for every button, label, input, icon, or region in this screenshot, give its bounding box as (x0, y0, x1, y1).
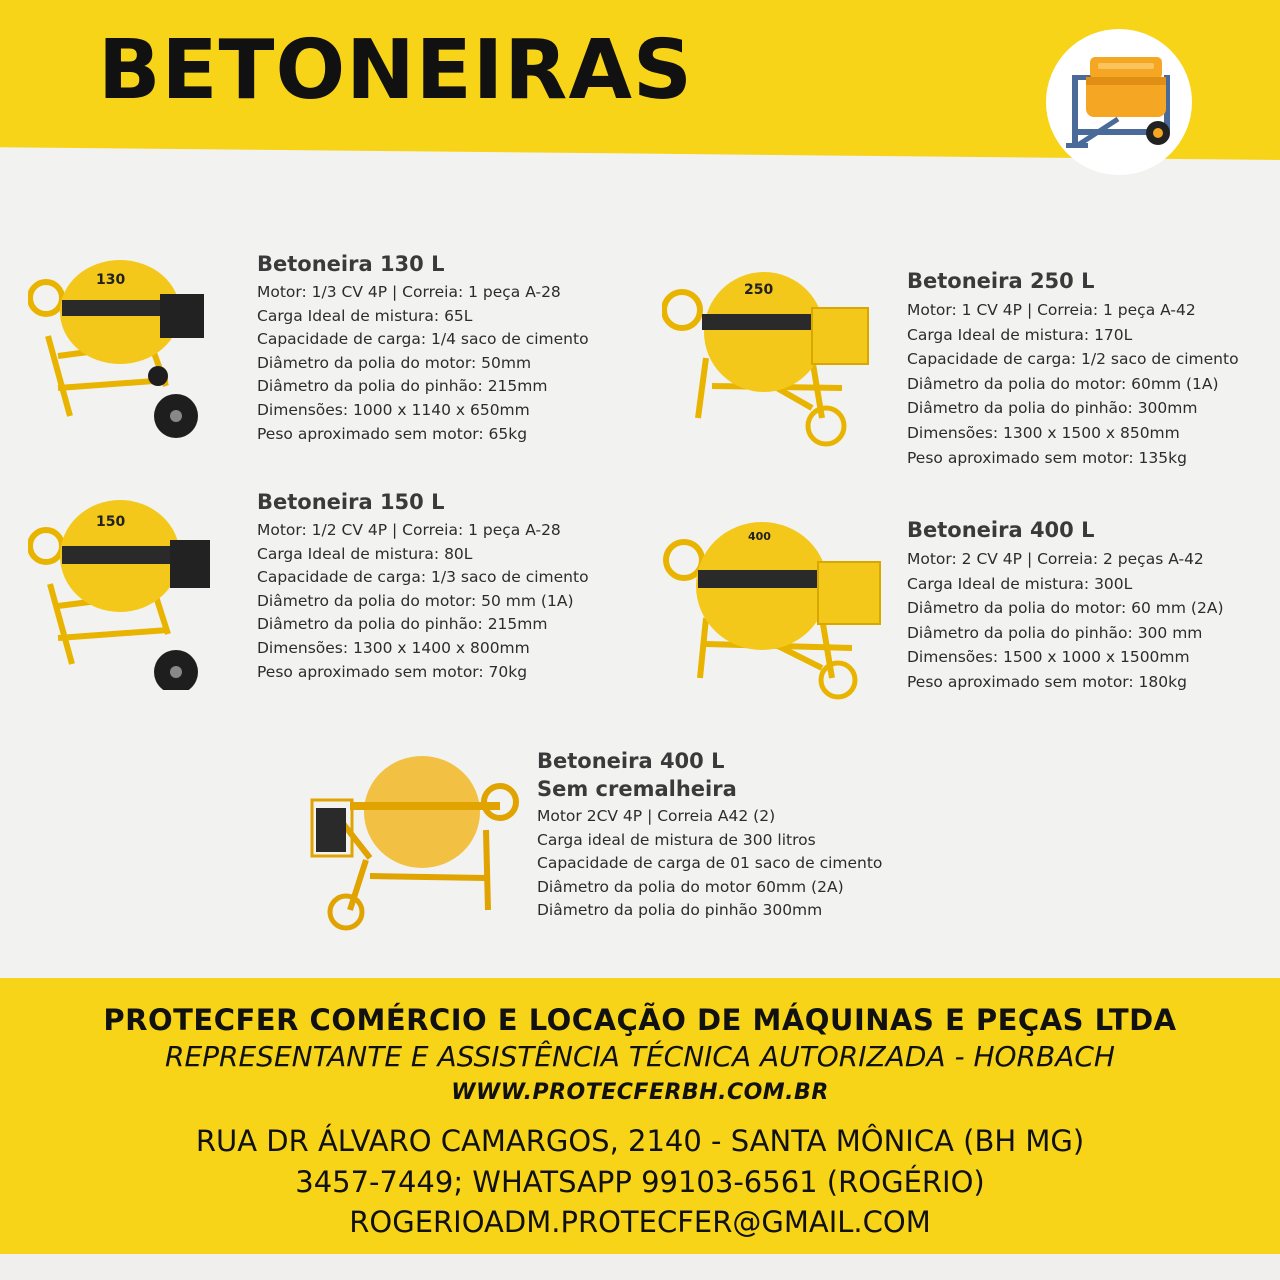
spec-item: Motor: 2 CV 4P | Correia: 2 peças A-42 (907, 550, 1204, 568)
spec-list (257, 281, 589, 446)
footer-strip (0, 1254, 1280, 1280)
mixer-250-image (662, 268, 876, 450)
product-name: Betoneira 150 L (257, 490, 445, 514)
spec-list (907, 547, 1224, 695)
spec-item: Motor: 1 CV 4P | Correia: 1 peça A-42 (907, 301, 1196, 319)
spec-item: Diâmetro da polia do pinhão: 300 mm (907, 623, 1203, 642)
spec-item: Motor 2CV 4P | Correia A42 (2) (537, 807, 776, 825)
website-link[interactable]: WWW.PROTECFERBH.COM.BR (451, 1080, 829, 1105)
spec-item: Peso aproximado sem motor: 70kg (257, 662, 528, 681)
drum-label: 130 (96, 272, 126, 288)
logo-badge (1046, 29, 1192, 175)
spec-item: Motor: 1/2 CV 4P | Correia: 1 peça A-28 (257, 521, 561, 539)
product-name: Betoneira 250 L (907, 269, 1095, 293)
company-name: PROTECFER COMÉRCIO E LOCAÇÃO DE MÁQUINAS E PEÇAS LTDA (103, 1003, 1177, 1037)
mixer-400-image (662, 518, 886, 700)
drum-label: 400 (748, 530, 771, 543)
spec-item: Dimensões: 1000 x 1140 x 650mm (257, 400, 530, 419)
cement-mixer-icon (1046, 29, 1192, 175)
spec-item: Carga ideal de mistura de 300 litros (537, 830, 816, 849)
spec-list (257, 519, 589, 684)
company-address: RUA DR ÁLVARO CAMARGOS, 2140 - SANTA MÔNICA (BH MG) (195, 1124, 1085, 1158)
spec-item: Diâmetro da polia do pinhão: 215mm (257, 377, 548, 396)
spec-item: Diâmetro da polia do motor: 50mm (257, 353, 532, 372)
product-name: Betoneira 400 L (907, 518, 1095, 542)
company-tagline: REPRESENTANTE E ASSISTÊNCIA TÉCNICA AUTORIZADA - HORBACH (165, 1040, 1115, 1073)
spec-item: Diâmetro da polia do pinhão: 300mm (907, 399, 1198, 418)
spec-item: Diâmetro da polia do motor: 50 mm (1A) (257, 591, 574, 610)
drum-label: 150 (96, 514, 126, 530)
spec-item: Diâmetro da polia do motor 60mm (2A) (537, 877, 844, 896)
spec-item: Carga Ideal de mistura: 65L (257, 306, 473, 325)
mixer-400-no-rack-image (310, 750, 520, 932)
spec-item: Diâmetro da polia do pinhão: 215mm (257, 615, 548, 634)
spec-item: Carga Ideal de mistura: 300L (907, 574, 1133, 593)
spec-item: Diâmetro da polia do motor: 60 mm (2A) (907, 599, 1224, 618)
spec-item: Motor: 1/3 CV 4P | Correia: 1 peça A-28 (257, 283, 561, 301)
spec-item: Carga Ideal de mistura: 170L (907, 325, 1133, 344)
spec-item: Diâmetro da polia do pinhão 300mm (537, 901, 823, 920)
spec-list (907, 298, 1239, 470)
spec-item: Diâmetro da polia do motor: 60mm (1A) (907, 374, 1219, 393)
spec-item: Dimensões: 1300 x 1400 x 800mm (257, 638, 530, 657)
spec-item: Capacidade de carga: 1/2 saco de cimento (907, 350, 1239, 369)
spec-item: Dimensões: 1300 x 1500 x 850mm (907, 423, 1180, 442)
spec-item: Capacidade de carga: 1/4 saco de cimento (257, 330, 589, 349)
spec-list (537, 805, 882, 923)
spec-item: Carga Ideal de mistura: 80L (257, 544, 473, 563)
product-name: Betoneira 400 L (537, 749, 725, 773)
drum-label: 250 (744, 282, 774, 298)
mixer-150-image (28, 494, 218, 690)
mixer-130-image (28, 256, 218, 440)
spec-item: Capacidade de carga de 01 saco de cimento (537, 854, 883, 873)
spec-item: Peso aproximado sem motor: 180kg (907, 672, 1187, 691)
product-subtitle: Sem cremalheira (537, 777, 737, 801)
spec-item: Capacidade de carga: 1/3 saco de cimento (257, 568, 589, 587)
email-link[interactable]: ROGERIOADM.PROTECFER@GMAIL.COM (349, 1205, 931, 1239)
spec-item: Peso aproximado sem motor: 65kg (257, 424, 528, 443)
product-name: Betoneira 130 L (257, 252, 445, 276)
page-title: BETONEIRAS (98, 23, 693, 118)
company-phones: 3457-7449; WHATSAPP 99103-6561 (ROGÉRIO) (295, 1165, 985, 1199)
spec-item: Dimensões: 1500 x 1000 x 1500mm (907, 648, 1190, 667)
spec-item: Peso aproximado sem motor: 135kg (907, 448, 1187, 467)
